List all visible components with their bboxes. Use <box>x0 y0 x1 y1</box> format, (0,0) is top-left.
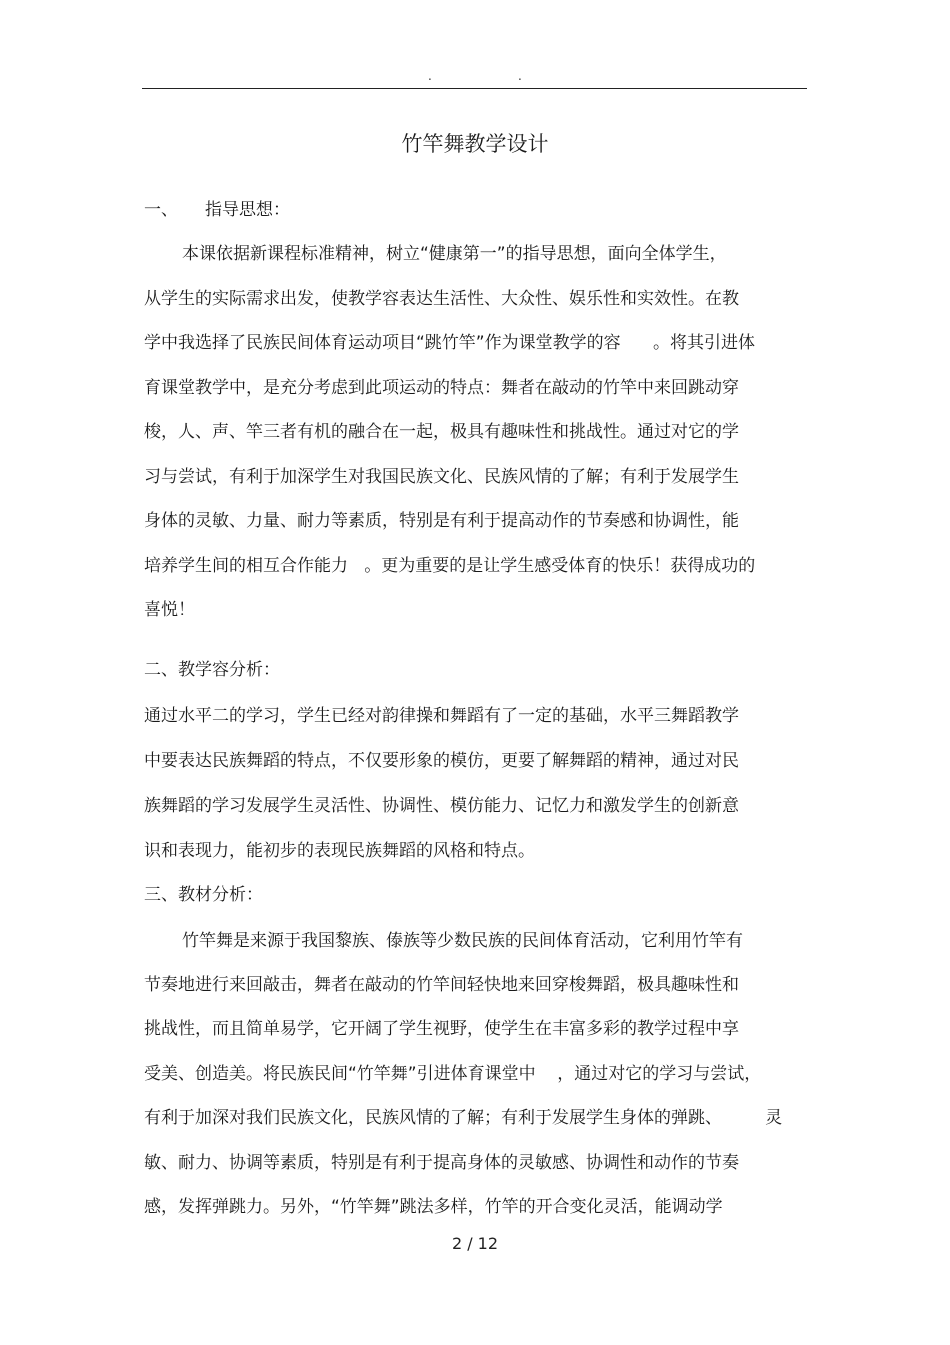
paragraph-line: 竹竿舞是来源于我国黎族、傣族等少数民族的民间体育活动，它利用竹竿有 <box>182 931 743 951</box>
paragraph-line: 身体的灵敏、力量、耐力等素质，特别是有利于提高动作的节奏感和协调性，能 <box>144 511 739 531</box>
paragraph-line: 培养学生间的相互合作能力 。更为重要的是让学生感受体育的快乐！获得成功的 <box>144 556 756 576</box>
paragraph-line: 族舞蹈的学习发展学生灵活性、协调性、模仿能力、记忆力和激发学生的创新意 <box>144 796 739 816</box>
paragraph-line: 感，发挥弹跳力。另外，“竹竿舞”跳法多样，竹竿的开合变化灵活，能调动学 <box>144 1197 723 1217</box>
section-heading-material-analysis: 三、教材分析： <box>144 885 263 905</box>
paragraph-line: 节奏地进行来回敲击，舞者在敲动的竹竿间轻快地来回穿梭舞蹈，极具趣味性和 <box>144 975 739 995</box>
paragraph-line: 育课堂教学中，是充分考虑到此项运动的特点：舞者在敲动的竹竿中来回跳动穿 <box>144 378 739 398</box>
header-dot-left: . <box>428 69 432 83</box>
paragraph-line: 习与尝试，有利于加深学生对我国民族文化、民族风情的了解；有利于发展学生 <box>144 467 739 487</box>
paragraph-line: 从学生的实际需求出发，使教学容表达生活性、大众性、娱乐性和实效性。在教 <box>144 289 739 309</box>
header-dot-right: . <box>518 69 522 83</box>
section-heading-content-analysis: 二、教学容分析： <box>144 660 280 680</box>
document-title: 竹竿舞教学设计 <box>401 132 549 156</box>
paragraph-line: 学中我选择了民族民间体育运动项目“跳竹竿”作为课堂教学的容 。将其引进体 <box>144 333 756 353</box>
paragraph-line: 梭，人、声、竿三者有机的融合在一起，极具有趣味性和挑战性。通过对它的学 <box>144 422 739 442</box>
paragraph-line: 挑战性，而且简单易学，它开阔了学生视野，使学生在丰富多彩的教学过程中享 <box>144 1019 739 1039</box>
paragraph-line: 本课依据新课程标准精神，树立“健康第一”的指导思想，面向全体学生， <box>182 244 727 264</box>
paragraph-line: 喜悦！ <box>144 600 195 620</box>
paragraph-line: 受美、创造美。将民族民间“竹竿舞”引进体育课堂中 ，通过对它的学习与尝试， <box>144 1064 762 1084</box>
paragraph-line: 中要表达民族舞蹈的特点，不仅要形象的模仿，更要了解舞蹈的精神，通过对民 <box>144 751 739 771</box>
paragraph-line: 敏、耐力、协调等素质，特别是有利于提高身体的灵敏感、协调性和动作的节奏 <box>144 1153 739 1173</box>
paragraph-line: 识和表现力，能初步的表现民族舞蹈的风格和特点。 <box>144 841 535 861</box>
paragraph-line: 通过水平二的学习，学生已经对韵律操和舞蹈有了一定的基础，水平三舞蹈教学 <box>144 706 739 726</box>
section-heading-guiding-thought: 一、 指导思想： <box>144 200 291 220</box>
paragraph-line: 有利于加深对我们民族文化，民族风情的了解；有利于发展学生身体的弹跳、 灵 <box>144 1108 783 1128</box>
page-number: 2 / 12 <box>451 1234 499 1253</box>
header-rule <box>142 88 807 89</box>
page-header <box>0 68 950 84</box>
